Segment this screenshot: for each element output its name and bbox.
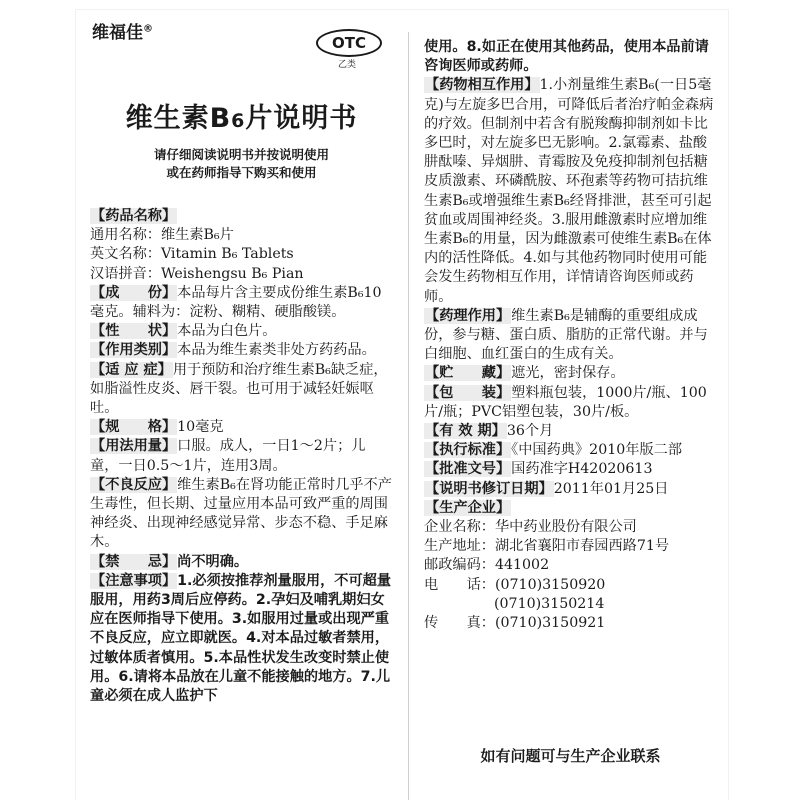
company-row	[424, 518, 717, 537]
fax-number: (0710)3150921	[494, 615, 606, 632]
pinyin-name: 汉语拼音：Weishengsu B₆ Pian	[90, 265, 304, 282]
phone-number-2: (0710)3150214	[494, 595, 605, 612]
otc-class-label: 乙类	[338, 60, 357, 70]
section-pharmacology	[424, 307, 717, 365]
section-label: 【规 格】	[91, 419, 177, 436]
registered-mark: ®	[143, 23, 153, 35]
contact-note: 如有问题可与生产企业联系	[480, 747, 661, 765]
field-label: 生产地址：	[424, 538, 495, 555]
section-text: 1.小剂量维生素B₆(一日5毫克)与左旋多巴合用，可降低后者治疗帕金森病的疗效。但制剂中若含有脱羧酶抑制剂如卡比多巴时，对左旋多巴无影响。2.氯霉素、盐酸肼酞嗪、异烟肼、青霉胺及免疫抑制剂包括糖皮质激素、环磷酰胺、环孢素等药物可拮抗维生素B₆或增强维生素B₆经肾排泄，甚至可引起贫血或周围神经炎。3.服用雌激素时应增加维生素B₆的用量，因为雌激素可使维生素B₆在体内的活性降低。4.如与其他药物同时使用可能会发生药物相互作用，详情请咨询医师或药师。	[424, 77, 714, 305]
section-label: 【性 状】	[91, 323, 177, 340]
section-text: 遮光，密封保存。	[511, 365, 625, 382]
left-column	[90, 207, 393, 706]
section-contraindications	[90, 553, 393, 572]
section-category	[90, 341, 393, 360]
section-composition	[90, 284, 393, 322]
phone-row	[424, 576, 717, 595]
field-label: 传 真：	[424, 615, 495, 632]
section-label: 【用法用量】	[91, 438, 177, 455]
section-text: 用于预防和治疗维生素B₆缺乏症，如脂溢性皮炎、唇干裂。也可用于减轻妊娠呕吐。	[90, 361, 388, 417]
field-label: 邮政编码：	[424, 557, 495, 574]
section-text: 国药准字H42020613	[511, 461, 653, 478]
subtitle-line-1: 请仔细阅读说明书并按说明使用	[153, 147, 329, 162]
subtitle-line-2: 或在药师指导下购买和使用	[166, 165, 317, 180]
section-label: 【包 装】	[425, 384, 511, 401]
section-label: 【作用类别】	[91, 342, 177, 359]
section-approval	[424, 460, 717, 479]
section-text: 1.必须按推荐剂量服用，不可超量服用，用药3周后应停药。2.孕妇及哺乳期妇女应在医师指导下使用。3.如服用过量或出现严重不良反应，应立即就医。4.对本品过敏者禁用，过敏体质者慎用。5.本品性状发生改变时禁止使用。6.请将本品放在儿童不能接触的地方。7.儿童必须在成人监护下	[90, 572, 392, 705]
section-usage	[90, 437, 393, 475]
section-properties	[90, 322, 393, 341]
section-text: 尚不明确。	[177, 553, 249, 570]
section-label: 【批准文号】	[425, 461, 511, 478]
section-label: 【成 份】	[91, 284, 177, 301]
section-label: 【执行标准】	[425, 442, 511, 459]
brand-text: 维福佳	[92, 23, 143, 43]
section-text: 塑料瓶包装，1000片/瓶、100片/瓶；PVC铝塑包装，30片/板。	[424, 384, 707, 420]
section-text: 维生素B₆在肾功能正常时几乎不产生毒性，但长期、过量应用本品可致严重的周围神经炎、出现神经感觉异常、步态不稳、手足麻木。	[90, 476, 392, 551]
section-text: 本品为维生素类非处方药药品。	[177, 342, 376, 359]
section-validity	[424, 422, 717, 441]
section-adverse-reactions	[90, 476, 393, 553]
section-label: 【有 效 期】	[425, 423, 506, 440]
company-name: 华中药业股份有限公司	[494, 519, 637, 536]
title-subscript: 6	[231, 110, 246, 132]
section-label: 【适 应 症】	[91, 361, 172, 378]
section-label: 【禁 忌】	[91, 553, 177, 570]
title-main: 维生素B	[125, 103, 232, 134]
phone-row-2	[424, 595, 717, 614]
field-label: 电 话：	[424, 576, 495, 593]
english-name: 英文名称：Vitamin B₆ Tablets	[90, 246, 294, 263]
section-label: 【贮 藏】	[425, 365, 511, 382]
section-label: 【药品名称】	[91, 208, 177, 224]
right-column	[424, 38, 717, 633]
fax-row	[424, 614, 717, 633]
company-address: 湖北省襄阳市春园西路71号	[494, 538, 670, 555]
field-label: 企业名称：	[424, 519, 495, 536]
title-tail: 片说明书	[245, 103, 358, 134]
phone-number-1: (0710)3150920	[494, 576, 606, 593]
section-standard	[424, 441, 717, 460]
section-text: 《中国药典》2010年版二部	[511, 442, 683, 459]
section-drug-name	[90, 207, 393, 226]
postal-code: 441002	[494, 557, 550, 574]
section-text: 2011年01月25日	[553, 480, 669, 497]
section-text: 口服。成人，一日1～2片；儿童，一日0.5～1片，连用3周。	[90, 438, 366, 474]
generic-name: 通用名称：维生素B₆片	[90, 227, 234, 244]
section-text: 维生素B₆是辅酶的重要组成成份，参与糖、蛋白质、脂肪的正常代谢。并与白细胞、血红蛋白的生成有关。	[424, 307, 708, 363]
section-label: 【注意事项】	[91, 572, 177, 589]
section-specification	[90, 418, 393, 437]
brand-name	[92, 18, 153, 43]
address-row	[424, 537, 717, 556]
precautions-continued: 使用。8.如正在使用其他药品，使用本品前请咨询医师或药师。	[424, 39, 709, 75]
column-divider	[408, 32, 409, 800]
section-indications	[90, 361, 393, 419]
section-label: 【药理作用】	[425, 307, 511, 324]
section-precautions	[90, 572, 393, 706]
section-package	[424, 384, 717, 422]
document-title	[90, 96, 393, 135]
section-label: 【生产企业】	[425, 499, 511, 516]
section-label: 【药物相互作用】	[425, 77, 539, 94]
section-interactions	[424, 76, 717, 306]
section-text: 36个月	[506, 423, 554, 440]
section-label: 【不良反应】	[91, 476, 177, 493]
section-revision-date	[424, 480, 717, 499]
reading-instruction	[90, 146, 393, 182]
section-label: 【说明书修订日期】	[425, 480, 553, 497]
postal-row	[424, 556, 717, 575]
section-manufacturer	[424, 499, 717, 518]
section-storage	[424, 364, 717, 383]
section-text: 本品为白色片。	[177, 323, 277, 340]
otc-badge: OTC	[316, 29, 382, 57]
section-text: 10毫克	[177, 419, 224, 436]
section-text: 本品每片含主要成份维生素B₆10毫克。辅料为：淀粉、糊精、硬脂酸镁。	[90, 284, 382, 321]
